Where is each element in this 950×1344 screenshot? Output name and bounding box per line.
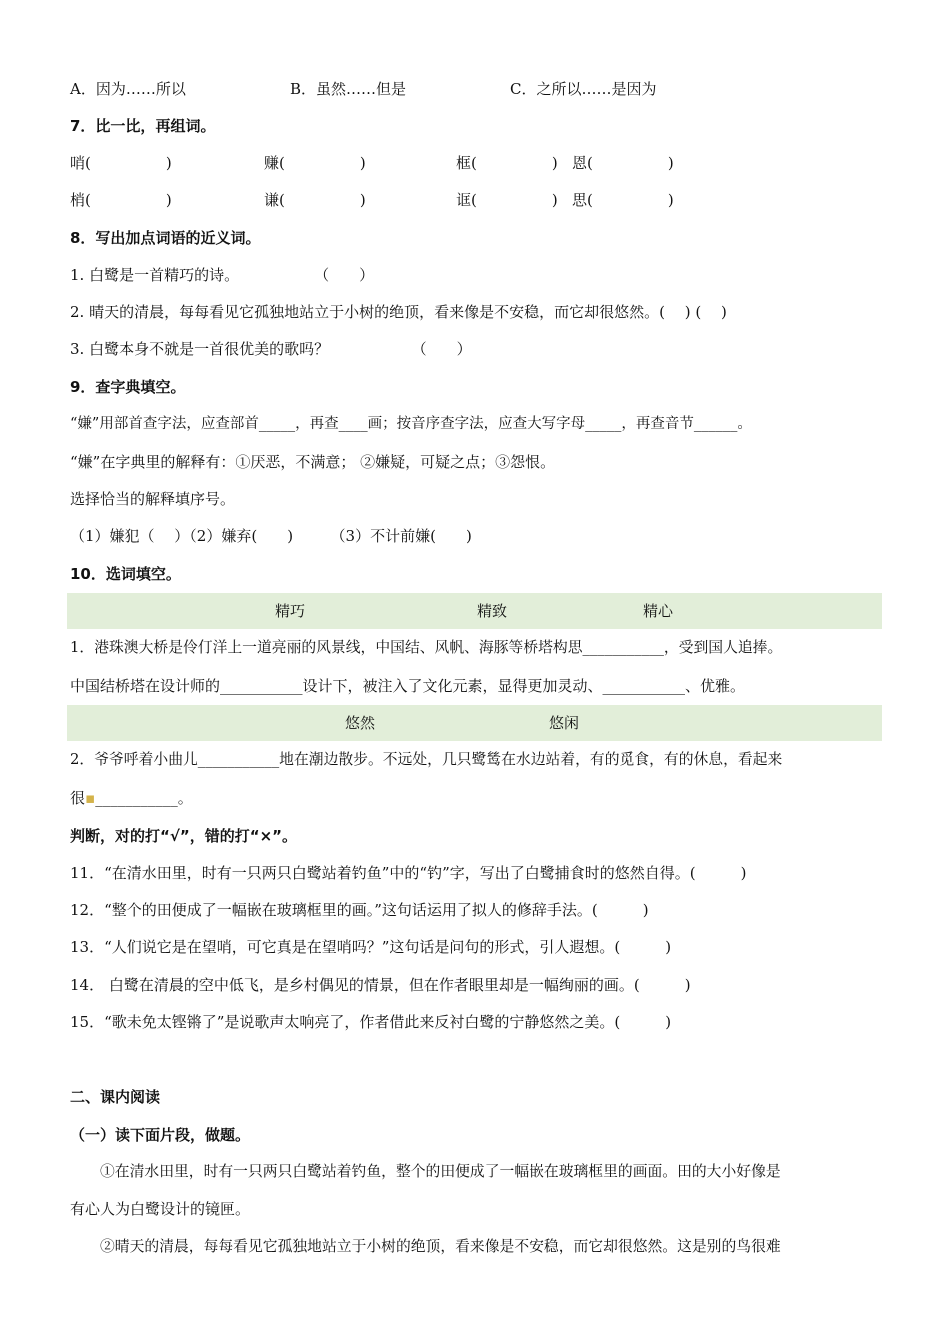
section-2-subtitle: （一）读下面片段，做题。 bbox=[70, 1126, 251, 1144]
word-bank-1-word: 精致 bbox=[477, 602, 508, 620]
q7-title: 7．比一比，再组词。 bbox=[70, 117, 216, 135]
judge-item-14: 14． 白鹭在清晨的空中低飞，是乡村偶见的情景，但在作者眼里却是一幅绚丽的画。( ) bbox=[70, 976, 691, 994]
judge-item-11: 11．“在清水田里，时有一只两只白鹭站着钓鱼”中的“钓”字，写出了白鹭捕食时的悠然自得。( ) bbox=[70, 864, 747, 882]
word-bank-1 bbox=[67, 593, 882, 629]
word-bank-1-word: 精巧 bbox=[275, 602, 306, 620]
q7-r1-c2: 赚( ) bbox=[264, 154, 366, 172]
q10-s1-line-2: 中国结桥塔在设计师的___________设计下，被注入了文化元素，显得更加灵动、___________、优雅。 bbox=[70, 677, 746, 695]
word-bank-2 bbox=[67, 705, 882, 741]
passage-p1-line-2: 有心人为白鹭设计的镜匣。 bbox=[70, 1200, 251, 1218]
q10-s1-line-1: 1．港珠澳大桥是伶仃洋上一道亮丽的风景线，中国结、风帆、海豚等桥塔构思___________，受到国人追捧。 bbox=[70, 639, 783, 656]
passage-p2-line-1: ②晴天的清晨，每每看见它孤独地站立于小树的绝顶，看来像是不安稳，而它却很悠然。这是别的鸟很难 bbox=[100, 1238, 781, 1255]
q9-title: 9．查字典填空。 bbox=[70, 378, 186, 396]
judge-item-13: 13．“人们说它是在望哨，可它真是在望哨吗？”这句话是问句的形式，引人遐想。( ) bbox=[70, 938, 672, 956]
option-b: B．虽然……但是 bbox=[290, 80, 407, 98]
q7-r1-c4: 恩( ) bbox=[572, 154, 674, 172]
option-a: A．因为……所以 bbox=[70, 80, 186, 98]
q10-s2-blank: ___________。 bbox=[95, 789, 193, 807]
q10-title: 10．选词填空。 bbox=[70, 565, 181, 583]
q7-r1-c3: 框( ) bbox=[456, 154, 558, 172]
word-bank-2-word: 悠闲 bbox=[549, 714, 580, 732]
judge-item-12: 12．“整个的田便成了一幅嵌在玻璃框里的画。”这句话运用了拟人的修辞手法。( ) bbox=[70, 901, 649, 919]
word-bank-1-word: 精心 bbox=[643, 602, 674, 620]
q8-item-1: 1. 白鹭是一首精巧的诗。 （ ） bbox=[70, 266, 375, 284]
q9-line-3: 选择恰当的解释填序号。 bbox=[70, 490, 236, 508]
q7-r2-c3: 诓( ) bbox=[456, 191, 558, 209]
judge-title: 判断，对的打“√”，错的打“×”。 bbox=[70, 827, 298, 845]
judge-item-15: 15．“歌未免太铿锵了”是说歌声太响亮了，作者借此来反衬白鹭的宁静悠然之美。( ) bbox=[70, 1013, 672, 1031]
q7-r2-c2: 谦( ) bbox=[264, 191, 366, 209]
q10-s2-line-2 bbox=[70, 788, 193, 808]
word-bank-2-word: 悠然 bbox=[345, 714, 376, 732]
q9-line-2: “嫌”在字典里的解释有：①厌恶，不满意； ②嫌疑，可疑之点；③怨恨。 bbox=[70, 453, 556, 471]
q9-line-4: （1）嫌犯（ ）（2）嫌弃( ) （3）不计前嫌( ) bbox=[70, 527, 472, 545]
option-c: C．之所以……是因为 bbox=[510, 80, 657, 98]
q7-r1-c1: 哨( ) bbox=[70, 154, 172, 172]
q7-r2-c1: 梢( ) bbox=[70, 191, 172, 209]
q10-s2-text: 很 bbox=[70, 789, 86, 807]
q9-line-1: “嫌”用部首查字法，应查部首_____，再查____画；按音序查字法，应查大写字母_____，再查音节______。 bbox=[70, 416, 752, 432]
passage-p1-line-1: ①在清水田里，时有一只两只白鹭站着钓鱼，整个的田便成了一幅嵌在玻璃框里的画面。田的大小好像是 bbox=[100, 1163, 781, 1180]
q10-s2-line-1: 2．爷爷呼着小曲儿___________地在潮边散步。不远处，几只鹭鸶在水边站着，有的觅食，有的休息，看起来 bbox=[70, 751, 783, 768]
q8-item-2: 2. 晴天的清晨，每每看见它孤独地站立于小树的绝顶，看来像是不安稳，而它却很悠然。( ) ( ) bbox=[70, 303, 727, 321]
q8-title: 8．写出加点词语的近义词。 bbox=[70, 229, 261, 247]
q7-r2-c4: 思( ) bbox=[572, 191, 674, 209]
q10-s2-mark: ▪ bbox=[85, 789, 96, 807]
section-2-title: 二、课内阅读 bbox=[70, 1088, 161, 1106]
q8-item-3: 3. 白鹭本身不就是一首很优美的歌吗？ （ ） bbox=[70, 340, 472, 358]
